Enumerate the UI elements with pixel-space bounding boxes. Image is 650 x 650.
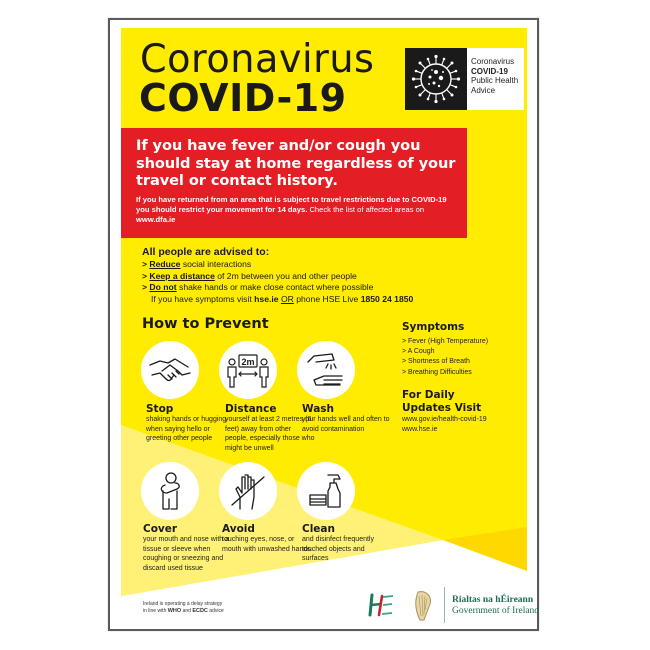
cleaning-spray-icon: [297, 462, 355, 520]
advice-emphasis: Do not: [149, 282, 177, 292]
footer-note: [143, 601, 224, 615]
prevent-item-title: Stop: [146, 403, 174, 415]
note-suffix: advice: [207, 608, 224, 614]
updates-heading-line1: For Daily: [402, 389, 455, 401]
note-prefix: in line with: [143, 608, 168, 614]
title-coronavirus: Coronavirus: [140, 37, 375, 82]
virus-icon: [405, 48, 467, 110]
bullet-marker: >: [142, 259, 148, 269]
hse-logo-icon: [366, 593, 396, 617]
advice-section: [142, 245, 413, 305]
svg-text:2m: 2m: [241, 357, 255, 367]
updates-heading: [402, 389, 481, 414]
dfa-link[interactable]: www.dfa.ie: [136, 214, 176, 224]
handwash-icon: [297, 341, 355, 399]
no-touch-face-icon: [219, 462, 277, 520]
logo-line3: Public Health: [471, 76, 519, 85]
advice-emphasis: Keep a distance: [149, 270, 215, 281]
footer-note-line2: [143, 608, 224, 615]
symptoms-contact: [142, 294, 413, 306]
bullet-marker: >: [142, 270, 148, 281]
advice-rest: social interactions: [180, 259, 252, 269]
advice-item: [142, 259, 413, 271]
bullet-marker: >: [142, 282, 148, 292]
alert-detail-plain: Check the list of affected areas on: [307, 204, 425, 214]
hse-link[interactable]: hse.ie: [254, 293, 279, 304]
prevent-item-title: Wash: [302, 403, 335, 415]
symptom-item: > Breathing Difficulties: [402, 368, 472, 376]
title-covid19: COVID-19: [139, 76, 347, 120]
alert-detail: [136, 195, 457, 225]
phone-label: phone HSE Live: [293, 293, 361, 304]
logo-divider: [444, 587, 445, 623]
symptom-item: > A Cough: [402, 348, 435, 356]
hse-phone: 1850 24 1850: [360, 293, 414, 304]
hse-site-link[interactable]: www.hse.ie: [402, 426, 438, 434]
distance-icon: [219, 341, 277, 399]
advice-item: [142, 271, 413, 283]
alert-headline: If you have fever and/or cough you should stay at home regardless of your travel or contact history.: [136, 137, 456, 189]
prevent-heading: How to Prevent: [142, 316, 269, 332]
logo-text-panel: [467, 48, 524, 110]
alert-detail-bold: If you have returned from an area that is subject to travel restrictions due to COVID-19 you should restrict your movement for 14 days.: [136, 194, 447, 214]
advice-rest: of 2m between you and other people: [214, 270, 357, 281]
gov-irish-name: Rialtas na hÉireann: [452, 595, 534, 605]
who-text: WHO: [167, 608, 182, 614]
advice-item: [142, 282, 413, 294]
advice-heading: All people are advised to:: [142, 246, 270, 258]
alert-box: [121, 128, 467, 238]
symptoms-heading: Symptoms: [402, 321, 465, 333]
prevent-item-text: touching eyes, nose, or mouth with unwashed hands: [222, 536, 311, 553]
prevent-item-text: your hands well and often to avoid contamination: [302, 416, 390, 433]
prevent-item-title: Cover: [143, 523, 178, 535]
handshake-icon: [141, 341, 199, 399]
symptoms-prefix: If you have symptoms visit: [151, 293, 255, 304]
advice-emphasis: Reduce: [149, 259, 181, 269]
cough-cover-icon: [141, 462, 199, 520]
prevent-item-title: Distance: [225, 403, 277, 415]
logo-line2: COVID-19: [471, 66, 508, 76]
logo-line1: Coronavirus: [471, 57, 515, 66]
government-logo: [452, 595, 539, 617]
ecdc-text: ECDC: [192, 608, 208, 614]
symptom-item: > Shortness of Breath: [402, 358, 470, 366]
updates-links: [402, 415, 487, 435]
prevent-item-title: Clean: [302, 523, 335, 535]
prevent-item-text: shaking hands or hugging when saying hello or greeting other people: [146, 416, 227, 443]
symptoms-list: [402, 337, 488, 378]
symptom-item: > Fever (High Temperature): [402, 338, 489, 345]
gov-english-name: Government of Ireland: [452, 606, 540, 616]
note-and: and: [181, 608, 193, 614]
gov-health-link[interactable]: www.gov.ie/health-covid-19: [402, 416, 487, 423]
prevent-item-text: and disinfect frequently touched objects and surfaces: [302, 536, 374, 563]
logo-line4: Advice: [471, 85, 496, 95]
prevent-item-text: yourself at least 2 metres (6 feet) away from other people, especially those who might be unwell: [225, 416, 315, 452]
footer-note-line1: Ireland is operating a delay strategy: [143, 601, 223, 607]
harp-icon: [412, 590, 434, 622]
or-text: OR: [280, 293, 294, 304]
updates-heading-line2: Updates Visit: [402, 401, 482, 414]
prevent-item-title: Avoid: [222, 523, 255, 535]
advice-rest: shake hands or make close contact where possible: [176, 282, 374, 292]
prevent-item-text: your mouth and nose with a tissue or sleeve when coughing or sneezing and discard used tissue: [143, 536, 229, 572]
